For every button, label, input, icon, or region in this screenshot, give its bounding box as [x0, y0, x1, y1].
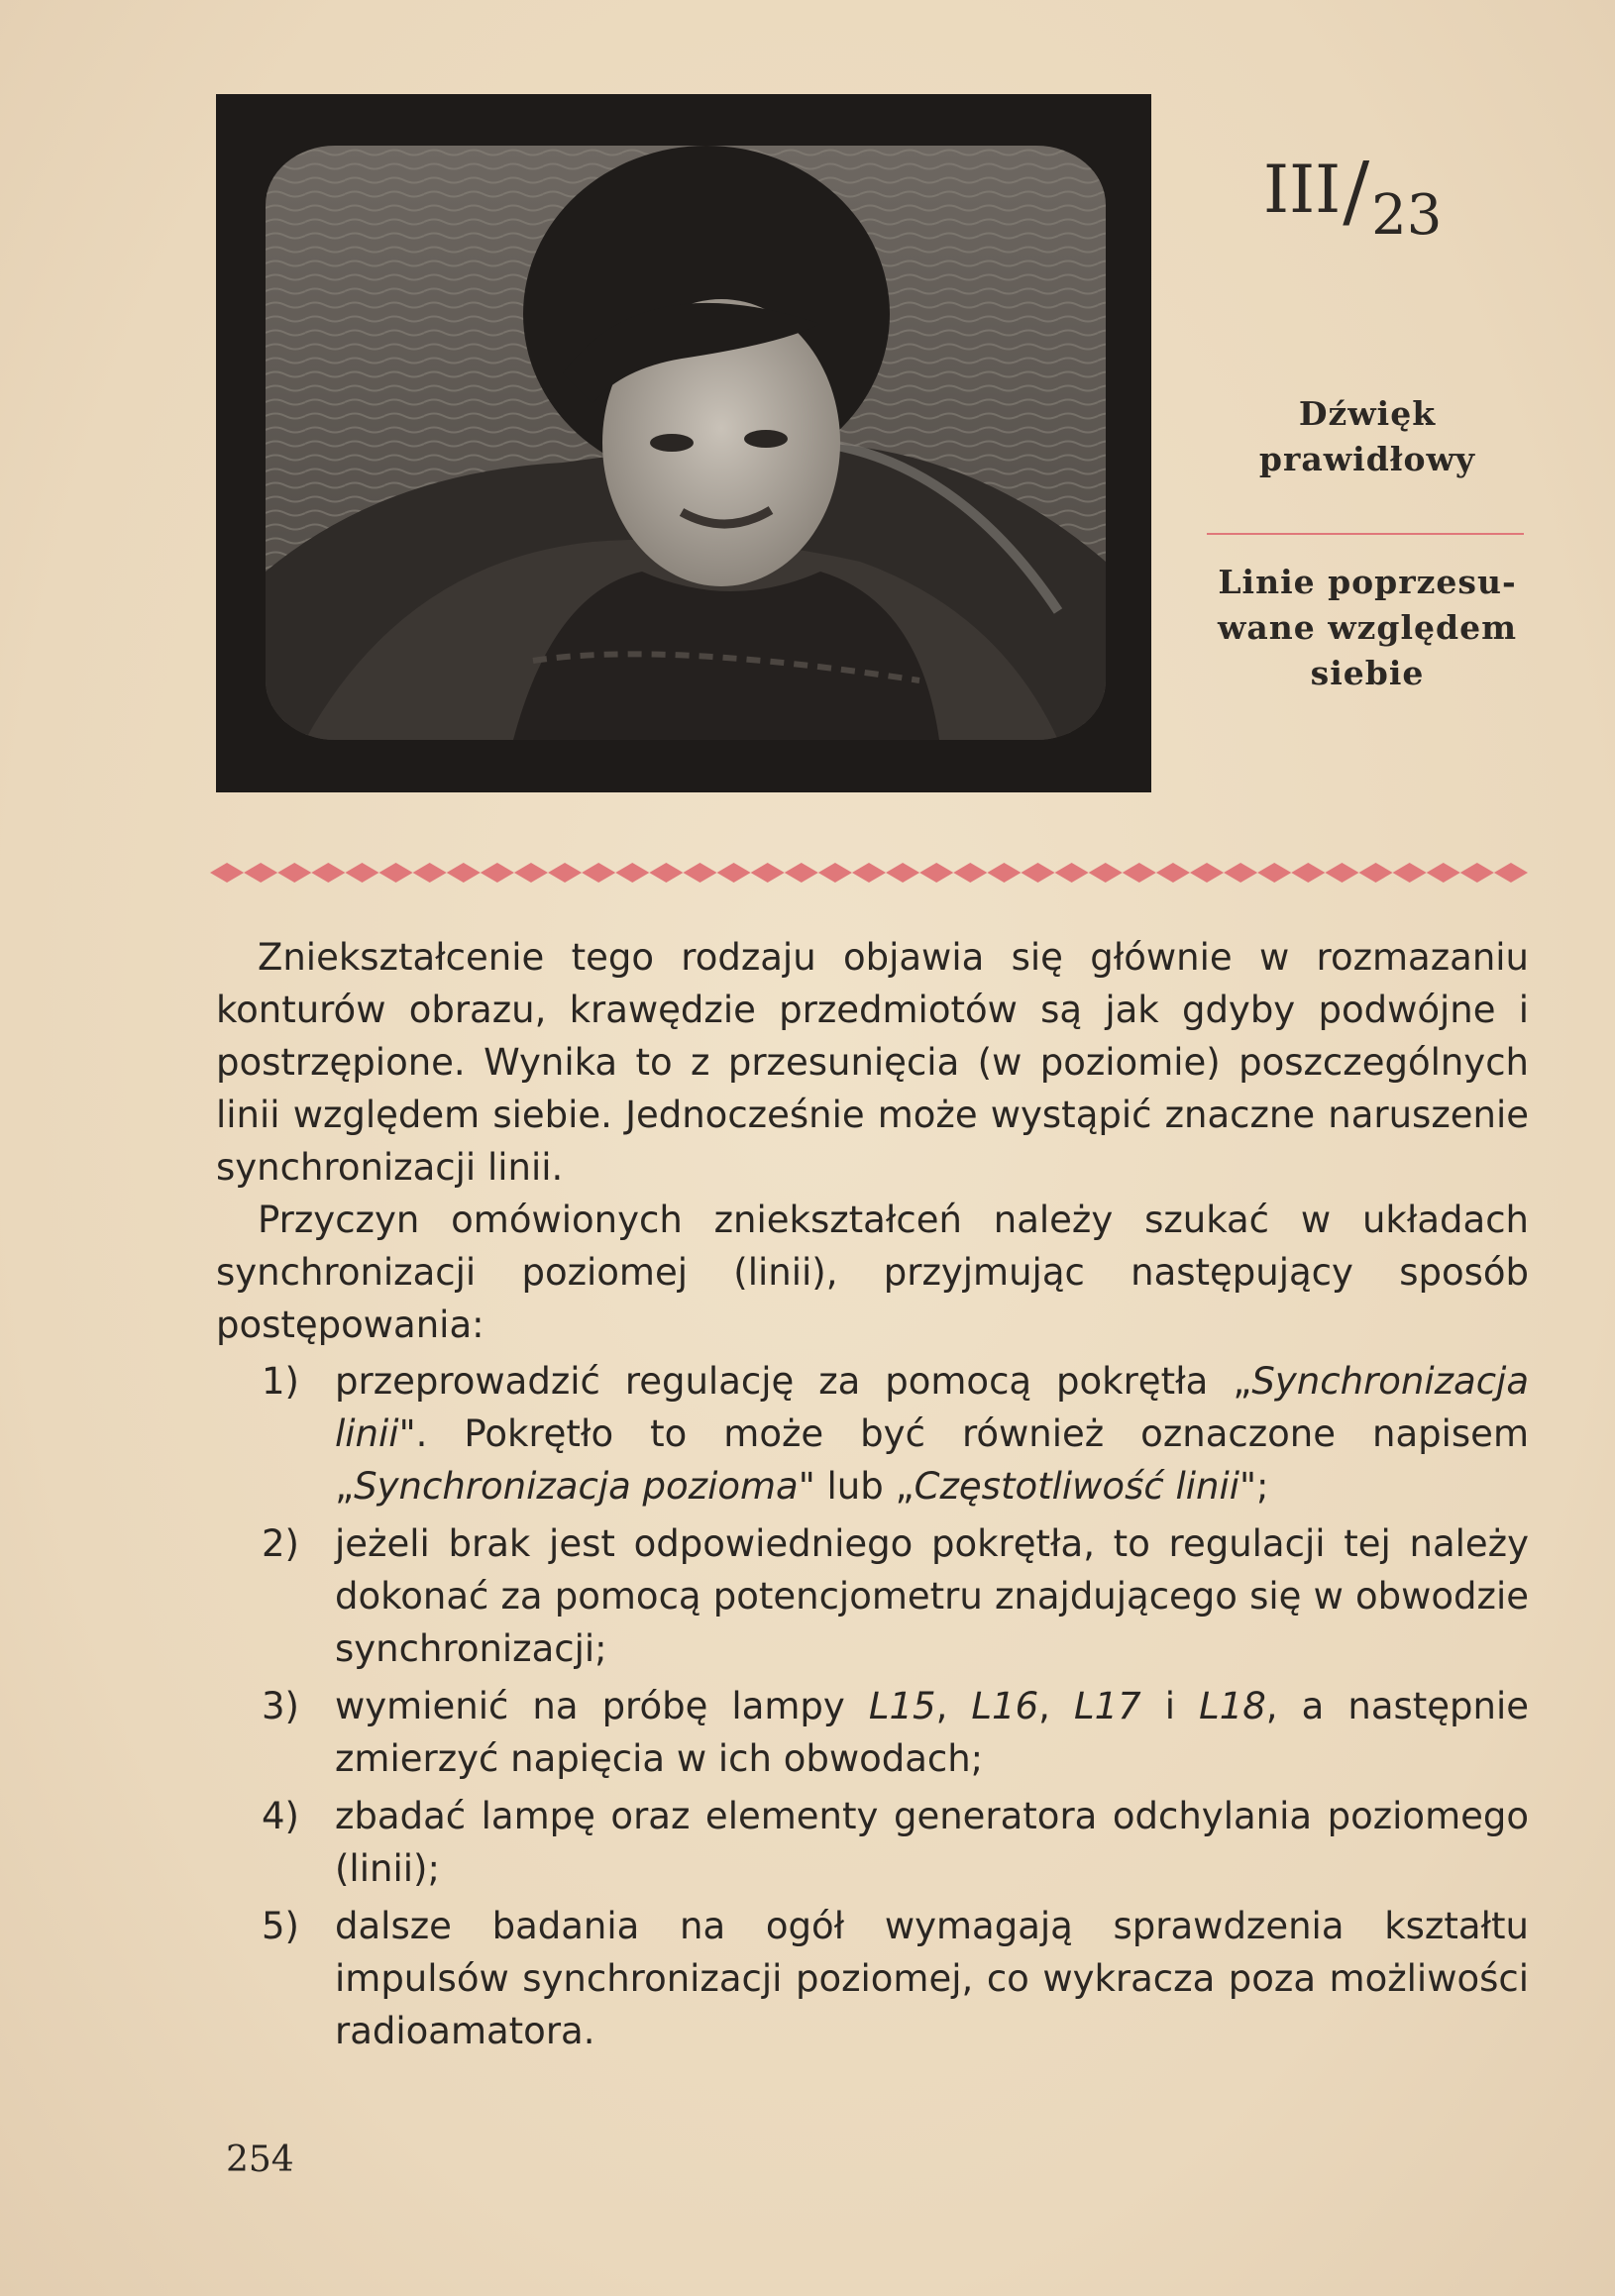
diamond-divider: [210, 860, 1528, 886]
step-text: dalsze badania na ogół wymagają sprawdzenia kształtu impulsów synchronizacji poziomej, co wykracza poza możliwości radioamatora.: [335, 1905, 1529, 2052]
step-italic-term: L17: [1073, 1685, 1141, 1727]
body-text: [216, 931, 1529, 2062]
diamond-mark: [244, 863, 277, 883]
diamond-mark: [1021, 863, 1054, 883]
step-text: zbadać lampę oraz elementy generatora odchylania poziomego (linii);: [335, 1795, 1529, 1890]
page-code-main: III: [1263, 152, 1342, 228]
step-italic-term: Częstotliwość linii: [914, 1465, 1240, 1508]
diamond-mark: [785, 863, 818, 883]
step-text: ,: [935, 1685, 972, 1727]
step-text: przeprowadzić regulację za pomocą pokrętła „: [335, 1360, 1252, 1403]
step-text: ";: [1239, 1465, 1269, 1508]
diamond-mark: [514, 863, 548, 883]
step-text: jeżeli brak jest odpowiedniego pokrętła, to regulacji tej należy dokonać za pomocą potencjometru znajdującego się w obwodzie synchronizacji;: [335, 1522, 1529, 1670]
diamond-mark: [615, 863, 649, 883]
step-number: 4): [262, 1795, 299, 1837]
diamond-mark: [210, 863, 244, 883]
step-number: 1): [262, 1360, 299, 1403]
diamond-mark: [311, 863, 345, 883]
step-italic-term: L16: [971, 1685, 1039, 1727]
diamond-mark: [379, 863, 413, 883]
side-label-correct-sound: [1199, 391, 1536, 482]
step-italic-term: L15: [868, 1685, 936, 1727]
side-top-line-2: prawidłowy: [1258, 440, 1476, 478]
diamond-mark: [1393, 863, 1427, 883]
diamond-mark: [447, 863, 481, 883]
step-item: [216, 1900, 1529, 2057]
diamond-mark: [987, 863, 1021, 883]
page-number: 254: [226, 2139, 294, 2180]
diamond-mark: [1055, 863, 1089, 883]
tv-screen-portrait-icon: [266, 146, 1106, 740]
tv-photo-frame: [216, 94, 1151, 792]
diamond-mark: [1089, 863, 1123, 883]
diamond-mark: [649, 863, 683, 883]
step-item: [216, 1517, 1529, 1675]
page-code-sub: 23: [1371, 183, 1443, 248]
diamond-mark: [413, 863, 447, 883]
step-text: ". Pokrętło to może być również oznaczone napisem „: [335, 1412, 1529, 1508]
diamond-mark: [1427, 863, 1460, 883]
step-text: ,: [1038, 1685, 1074, 1727]
diamond-mark: [582, 863, 615, 883]
step-text: , a następnie zmierzyć napięcia w ich obwodach;: [335, 1685, 1530, 1780]
page-code-slash: /: [1343, 145, 1370, 237]
step-item: [216, 1790, 1529, 1895]
diamond-mark: [1358, 863, 1392, 883]
diamond-mark: [852, 863, 886, 883]
diamond-mark: [1494, 863, 1528, 883]
side-bottom-line-1: Linie poprzesu-: [1218, 563, 1517, 601]
step-number: 3): [262, 1685, 299, 1727]
diamond-mark: [1224, 863, 1257, 883]
diamond-mark: [345, 863, 378, 883]
side-divider: [1207, 533, 1524, 535]
diamond-mark: [1325, 863, 1358, 883]
diamond-mark: [1123, 863, 1156, 883]
diamond-mark: [818, 863, 852, 883]
paragraph-2: Przyczyn omówionych zniekształceń należy szukać w układach synchronizacji poziomej (linii), przyjmując następujący sposób postępowania:: [216, 1199, 1529, 1346]
step-text: wymienić na próbę lampy: [335, 1685, 869, 1727]
step-item: [216, 1680, 1529, 1785]
step-italic-term: Synchronizacja pozioma: [354, 1465, 799, 1508]
diamond-mark: [886, 863, 919, 883]
diamond-mark: [717, 863, 751, 883]
diamond-mark: [1460, 863, 1494, 883]
steps-list: [216, 1355, 1529, 2057]
diamond-mark: [683, 863, 716, 883]
step-item: [216, 1355, 1529, 1513]
step-number: 5): [262, 1905, 299, 1947]
diamond-mark: [277, 863, 311, 883]
step-italic-term: L18: [1199, 1685, 1266, 1727]
step-text: i: [1140, 1685, 1200, 1727]
step-number: 2): [262, 1522, 299, 1565]
step-italic-term: Synchronizacja linii: [335, 1360, 1529, 1455]
page-code: [1263, 139, 1443, 248]
diamond-mark: [953, 863, 987, 883]
diamond-mark: [1156, 863, 1190, 883]
diamond-mark: [481, 863, 514, 883]
diamond-mark: [1291, 863, 1325, 883]
side-bottom-line-3: siebie: [1310, 654, 1425, 692]
diamond-mark: [919, 863, 953, 883]
diamond-mark: [1257, 863, 1291, 883]
step-text: " lub „: [798, 1465, 915, 1508]
side-top-line-1: Dźwięk: [1298, 394, 1437, 433]
side-bottom-line-2: wane względem: [1217, 608, 1517, 647]
diamond-mark: [548, 863, 582, 883]
diamond-mark: [751, 863, 785, 883]
side-label-shifted-lines: [1199, 560, 1536, 696]
diamond-mark: [1190, 863, 1224, 883]
paragraph-1: Zniekształcenie tego rodzaju objawia się głównie w rozmazaniu konturów obrazu, krawędzie przedmiotów są jak gdyby podwójne i postrzępione. Wynika to z przesunięcia (w poziomie) poszczególnych linii względem siebie. Jednocześnie może wystąpić znaczne naruszenie synchronizacji linii.: [216, 936, 1529, 1189]
